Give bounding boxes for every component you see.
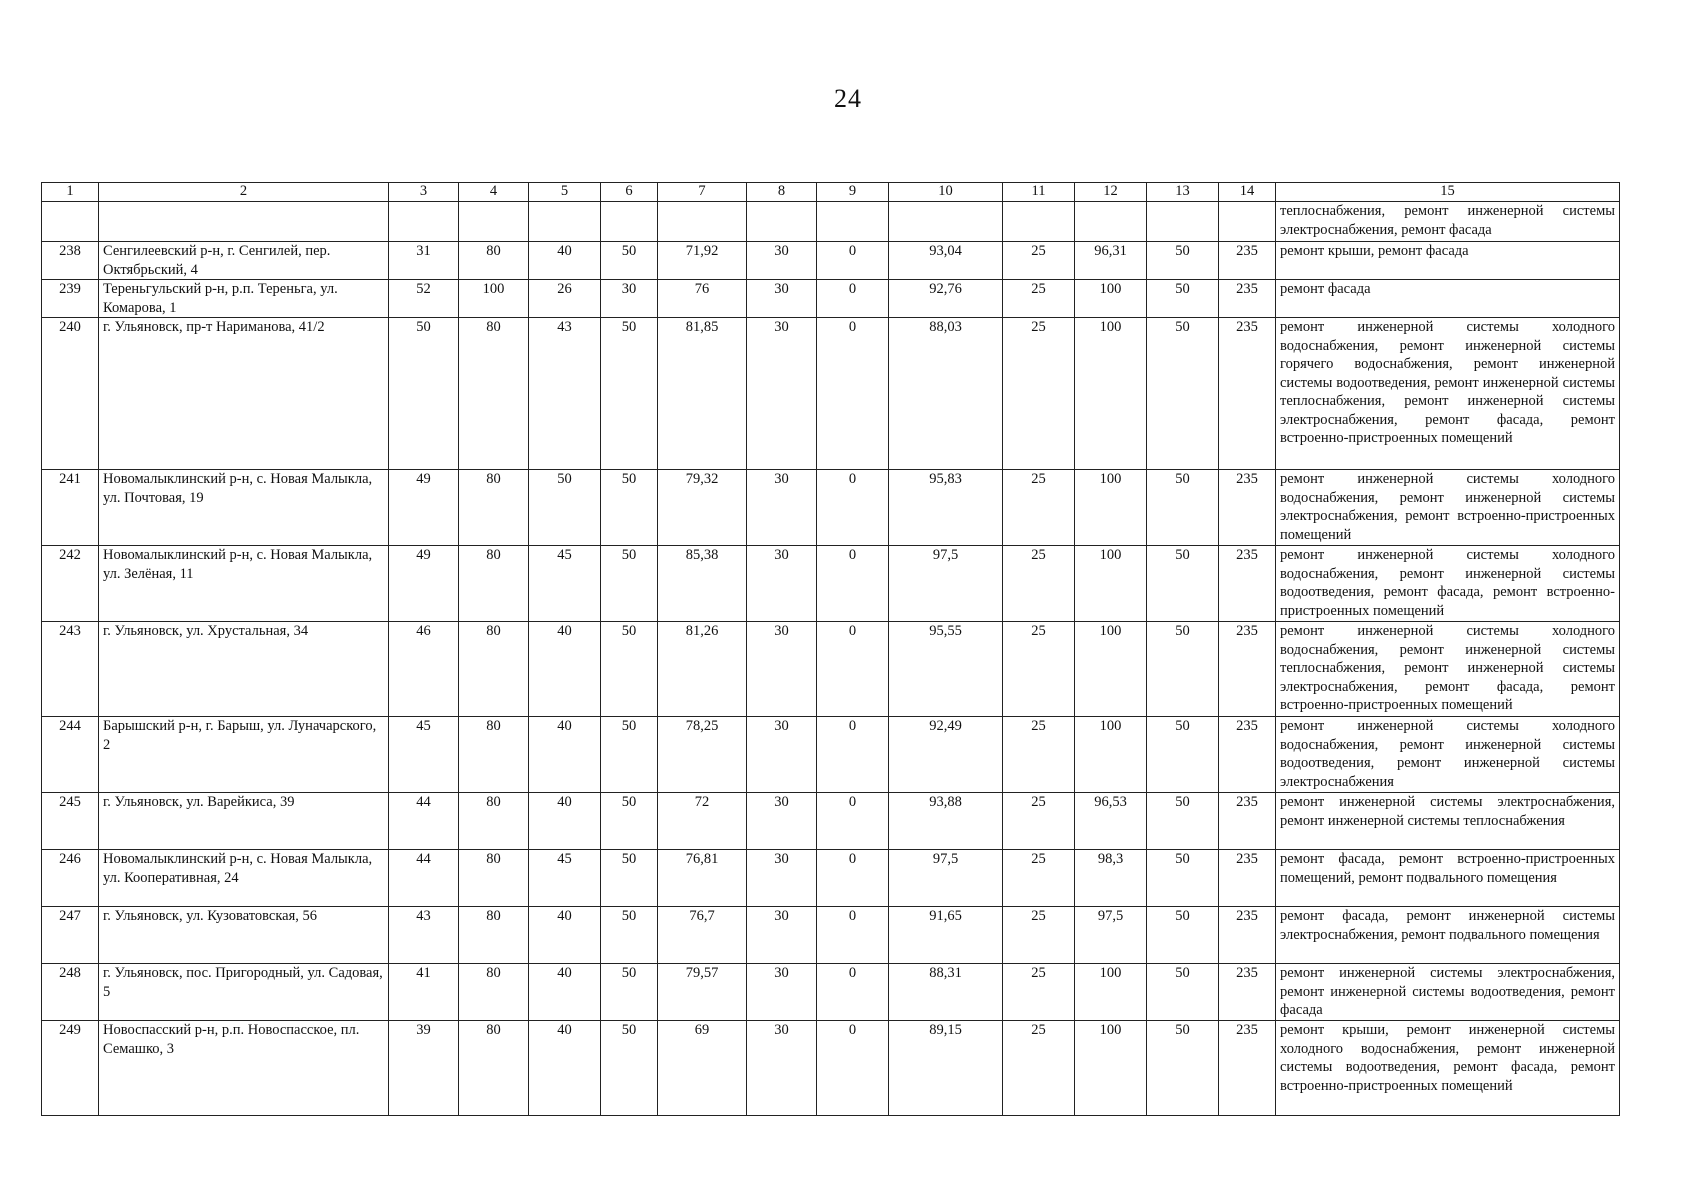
value-cell-c5: 40 [529, 622, 601, 717]
column-number: 6 [601, 183, 658, 202]
value-cell-c14: 235 [1219, 907, 1276, 964]
value-cell-c14: 235 [1219, 850, 1276, 907]
works-list-cell: ремонт фасада, ремонт инженерной системы электроснабжения, ремонт подвального помещения [1276, 907, 1620, 964]
value-cell-c6: 50 [601, 717, 658, 793]
address-cell: Новомалыклинский р-н, с. Новая Малыкла, ул. Зелёная, 11 [99, 546, 389, 622]
row-number-cell: 240 [42, 318, 99, 470]
value-cell-c6: 50 [601, 242, 658, 280]
value-cell-c3: 45 [389, 717, 459, 793]
value-cell-c5: 40 [529, 1021, 601, 1116]
table-row [42, 793, 1620, 850]
value-cell-c4: 80 [459, 964, 529, 1021]
value-cell-c13: 50 [1147, 850, 1219, 907]
continuation-row [42, 202, 1620, 242]
value-cell-c9: 0 [817, 546, 889, 622]
value-cell-c11: 25 [1003, 622, 1075, 717]
address-cell: Новомалыклинский р-н, с. Новая Малыкла, ул. Кооперативная, 24 [99, 850, 389, 907]
value-cell-c11: 25 [1003, 850, 1075, 907]
value-cell-c13: 50 [1147, 793, 1219, 850]
value-cell-c13: 50 [1147, 907, 1219, 964]
table-row [42, 280, 1620, 318]
value-cell-c9: 0 [817, 793, 889, 850]
value-cell-c10: 92,49 [889, 717, 1003, 793]
value-cell-c10: 88,31 [889, 964, 1003, 1021]
value-cell-c4: 80 [459, 793, 529, 850]
value-cell-c11: 25 [1003, 964, 1075, 1021]
value-cell-c6: 50 [601, 546, 658, 622]
value-cell-c4: 80 [459, 242, 529, 280]
value-cell-c8: 30 [747, 242, 817, 280]
value-cell-c4: 80 [459, 717, 529, 793]
value-cell-c12: 96,53 [1075, 793, 1147, 850]
column-number: 4 [459, 183, 529, 202]
value-cell-c10: 97,5 [889, 546, 1003, 622]
value-cell-c11: 25 [1003, 717, 1075, 793]
value-cell-c7: 69 [658, 1021, 747, 1116]
value-cell-c10: 95,55 [889, 622, 1003, 717]
value-cell-c8: 30 [747, 964, 817, 1021]
table-row [42, 964, 1620, 1021]
value-cell-c7: 76 [658, 280, 747, 318]
value-cell-c14: 235 [1219, 622, 1276, 717]
value-cell-c7: 79,32 [658, 470, 747, 546]
value-cell-c14: 235 [1219, 546, 1276, 622]
address-cell: Тереньгульский р-н, р.п. Тереньга, ул. Комарова, 1 [99, 280, 389, 318]
works-list-cell: ремонт инженерной системы холодного водоснабжения, ремонт инженерной системы электроснабжения, ремонт встроенно-пристроенных помещений [1276, 470, 1620, 546]
works-list-cell: ремонт инженерной системы электроснабжения, ремонт инженерной системы теплоснабжения [1276, 793, 1620, 850]
value-cell-c8: 30 [747, 850, 817, 907]
value-cell-c7: 79,57 [658, 964, 747, 1021]
column-number: 11 [1003, 183, 1075, 202]
value-cell-c9: 0 [817, 318, 889, 470]
value-cell-c9: 0 [817, 850, 889, 907]
table-row [42, 717, 1620, 793]
row-number-cell: 249 [42, 1021, 99, 1116]
value-cell-c13: 50 [1147, 622, 1219, 717]
value-cell-c6: 50 [601, 622, 658, 717]
page-number: 24 [834, 84, 862, 113]
value-cell-c14: 235 [1219, 793, 1276, 850]
value-cell-c8: 30 [747, 622, 817, 717]
value-cell-c10: 97,5 [889, 850, 1003, 907]
value-cell-c3: 50 [389, 318, 459, 470]
value-cell-c13: 50 [1147, 470, 1219, 546]
value-cell-c12: 100 [1075, 546, 1147, 622]
works-list-cell: ремонт крыши, ремонт инженерной системы холодного водоснабжения, ремонт инженерной системы водоотведения, ремонт фасада, ремонт встроенно-пристроенных помещений [1276, 1021, 1620, 1116]
value-cell-c4: 80 [459, 622, 529, 717]
address-cell: г. Ульяновск, пос. Пригородный, ул. Садовая, 5 [99, 964, 389, 1021]
value-cell-c6: 50 [601, 793, 658, 850]
value-cell-c3: 46 [389, 622, 459, 717]
works-list-cell: ремонт фасада [1276, 280, 1620, 318]
value-cell-c14: 235 [1219, 318, 1276, 470]
value-cell-c3: 44 [389, 850, 459, 907]
value-cell-c14: 235 [1219, 964, 1276, 1021]
value-cell-c3: 49 [389, 546, 459, 622]
table-row [42, 242, 1620, 280]
value-cell-c13: 50 [1147, 318, 1219, 470]
value-cell-c14: 235 [1219, 242, 1276, 280]
value-cell-c8: 30 [747, 1021, 817, 1116]
value-cell-c5: 40 [529, 717, 601, 793]
column-number: 2 [99, 183, 389, 202]
value-cell-c11: 25 [1003, 280, 1075, 318]
value-cell-c5: 45 [529, 850, 601, 907]
column-number: 10 [889, 183, 1003, 202]
value-cell-c7: 76,81 [658, 850, 747, 907]
address-cell: г. Ульяновск, пр-т Нариманова, 41/2 [99, 318, 389, 470]
address-cell: Новоспасский р-н, р.п. Новоспасское, пл. Семашко, 3 [99, 1021, 389, 1116]
value-cell-c11: 25 [1003, 470, 1075, 546]
value-cell-c8: 30 [747, 793, 817, 850]
value-cell-c7: 81,85 [658, 318, 747, 470]
value-cell-c11: 25 [1003, 793, 1075, 850]
value-cell-c3: 52 [389, 280, 459, 318]
works-list-cell: ремонт инженерной системы холодного водоснабжения, ремонт инженерной системы теплоснабжения, ремонт инженерной системы электроснабжения, ремонт фасада, ремонт встроенно-пристроенных помещений [1276, 622, 1620, 717]
value-cell-c6: 50 [601, 850, 658, 907]
value-cell-c5: 40 [529, 964, 601, 1021]
row-number-cell: 244 [42, 717, 99, 793]
value-cell-c12: 96,31 [1075, 242, 1147, 280]
table-row [42, 470, 1620, 546]
value-cell-c8: 30 [747, 546, 817, 622]
value-cell-c12: 100 [1075, 280, 1147, 318]
address-cell: г. Ульяновск, ул. Хрустальная, 34 [99, 622, 389, 717]
value-cell-c3: 39 [389, 1021, 459, 1116]
value-cell-c5: 45 [529, 546, 601, 622]
row-number-cell: 243 [42, 622, 99, 717]
address-cell: Барышский р-н, г. Барыш, ул. Луначарского, 2 [99, 717, 389, 793]
address-cell: г. Ульяновск, ул. Варейкиса, 39 [99, 793, 389, 850]
value-cell-c12: 100 [1075, 318, 1147, 470]
value-cell-c9: 0 [817, 717, 889, 793]
value-cell-c12: 98,3 [1075, 850, 1147, 907]
value-cell-c4: 80 [459, 470, 529, 546]
value-cell-c4: 100 [459, 280, 529, 318]
value-cell-c7: 78,25 [658, 717, 747, 793]
address-cell: Новомалыклинский р-н, с. Новая Малыкла, ул. Почтовая, 19 [99, 470, 389, 546]
column-number: 5 [529, 183, 601, 202]
row-number-cell: 248 [42, 964, 99, 1021]
table-row [42, 907, 1620, 964]
value-cell-c7: 71,92 [658, 242, 747, 280]
value-cell-c11: 25 [1003, 242, 1075, 280]
value-cell-c11: 25 [1003, 1021, 1075, 1116]
works-list-cell: ремонт инженерной системы холодного водоснабжения, ремонт инженерной системы водоотведения, ремонт фасада, ремонт встроенно-пристроенных помещений [1276, 546, 1620, 622]
column-number: 8 [747, 183, 817, 202]
value-cell-c6: 50 [601, 1021, 658, 1116]
value-cell-c9: 0 [817, 622, 889, 717]
table-row [42, 546, 1620, 622]
value-cell-c7: 72 [658, 793, 747, 850]
value-cell-c9: 0 [817, 1021, 889, 1116]
value-cell-c10: 91,65 [889, 907, 1003, 964]
value-cell-c6: 50 [601, 470, 658, 546]
value-cell-c4: 80 [459, 318, 529, 470]
value-cell-c6: 50 [601, 907, 658, 964]
value-cell-c9: 0 [817, 280, 889, 318]
value-cell-c4: 80 [459, 546, 529, 622]
value-cell-c14: 235 [1219, 280, 1276, 318]
works-list-cell: ремонт инженерной системы холодного водоснабжения, ремонт инженерной системы водоотведения, ремонт инженерной системы электроснабжения [1276, 717, 1620, 793]
column-number: 14 [1219, 183, 1276, 202]
value-cell-c8: 30 [747, 470, 817, 546]
value-cell-c7: 85,38 [658, 546, 747, 622]
value-cell-c7: 81,26 [658, 622, 747, 717]
value-cell-c10: 93,04 [889, 242, 1003, 280]
works-list-cell: ремонт инженерной системы электроснабжения, ремонт инженерной системы водоотведения, ремонт фасада [1276, 964, 1620, 1021]
value-cell-c13: 50 [1147, 717, 1219, 793]
value-cell-c10: 93,88 [889, 793, 1003, 850]
table-row [42, 622, 1620, 717]
value-cell-c12: 100 [1075, 1021, 1147, 1116]
column-number: 1 [42, 183, 99, 202]
address-cell: Сенгилеевский р-н, г. Сенгилей, пер. Октябрьский, 4 [99, 242, 389, 280]
column-number: 13 [1147, 183, 1219, 202]
table-row [42, 850, 1620, 907]
column-number: 7 [658, 183, 747, 202]
value-cell-c4: 80 [459, 850, 529, 907]
table-body [42, 183, 1620, 1116]
address-cell: г. Ульяновск, ул. Кузоватовская, 56 [99, 907, 389, 964]
value-cell-c11: 25 [1003, 318, 1075, 470]
value-cell-c12: 100 [1075, 622, 1147, 717]
value-cell-c13: 50 [1147, 280, 1219, 318]
row-number-cell: 241 [42, 470, 99, 546]
value-cell-c3: 49 [389, 470, 459, 546]
value-cell-c11: 25 [1003, 546, 1075, 622]
value-cell-c3: 44 [389, 793, 459, 850]
value-cell-c5: 40 [529, 907, 601, 964]
value-cell-c8: 30 [747, 907, 817, 964]
column-number: 12 [1075, 183, 1147, 202]
repair-register-table [41, 182, 1620, 1116]
value-cell-c3: 43 [389, 907, 459, 964]
value-cell-c10: 88,03 [889, 318, 1003, 470]
table-row [42, 318, 1620, 470]
table-row [42, 1021, 1620, 1116]
value-cell-c13: 50 [1147, 1021, 1219, 1116]
value-cell-c7: 76,7 [658, 907, 747, 964]
works-list-cell: ремонт фасада, ремонт встроенно-пристроенных помещений, ремонт подвального помещения [1276, 850, 1620, 907]
value-cell-c5: 40 [529, 242, 601, 280]
row-number-cell: 238 [42, 242, 99, 280]
value-cell-c5: 50 [529, 470, 601, 546]
value-cell-c3: 41 [389, 964, 459, 1021]
value-cell-c5: 43 [529, 318, 601, 470]
value-cell-c14: 235 [1219, 470, 1276, 546]
row-number-cell: 242 [42, 546, 99, 622]
value-cell-c14: 235 [1219, 1021, 1276, 1116]
row-number-cell: 245 [42, 793, 99, 850]
value-cell-c13: 50 [1147, 242, 1219, 280]
value-cell-c9: 0 [817, 242, 889, 280]
works-list-cell: ремонт крыши, ремонт фасада [1276, 242, 1620, 280]
value-cell-c12: 100 [1075, 717, 1147, 793]
value-cell-c12: 97,5 [1075, 907, 1147, 964]
works-list-cell: теплоснабжения, ремонт инженерной системы электроснабжения, ремонт фасада [1276, 202, 1620, 242]
row-number-cell: 247 [42, 907, 99, 964]
value-cell-c4: 80 [459, 907, 529, 964]
value-cell-c5: 40 [529, 793, 601, 850]
value-cell-c12: 100 [1075, 470, 1147, 546]
value-cell-c11: 25 [1003, 907, 1075, 964]
column-number-row [42, 183, 1620, 202]
value-cell-c12: 100 [1075, 964, 1147, 1021]
value-cell-c14: 235 [1219, 717, 1276, 793]
row-number-cell: 246 [42, 850, 99, 907]
value-cell-c10: 89,15 [889, 1021, 1003, 1116]
value-cell-c9: 0 [817, 470, 889, 546]
value-cell-c10: 92,76 [889, 280, 1003, 318]
value-cell-c8: 30 [747, 717, 817, 793]
value-cell-c8: 30 [747, 318, 817, 470]
value-cell-c8: 30 [747, 280, 817, 318]
column-number: 3 [389, 183, 459, 202]
value-cell-c13: 50 [1147, 964, 1219, 1021]
column-number: 15 [1276, 183, 1620, 202]
value-cell-c6: 50 [601, 964, 658, 1021]
value-cell-c6: 30 [601, 280, 658, 318]
value-cell-c6: 50 [601, 318, 658, 470]
value-cell-c13: 50 [1147, 546, 1219, 622]
value-cell-c9: 0 [817, 964, 889, 1021]
value-cell-c5: 26 [529, 280, 601, 318]
value-cell-c3: 31 [389, 242, 459, 280]
column-number: 9 [817, 183, 889, 202]
row-number-cell: 239 [42, 280, 99, 318]
value-cell-c9: 0 [817, 907, 889, 964]
value-cell-c10: 95,83 [889, 470, 1003, 546]
value-cell-c4: 80 [459, 1021, 529, 1116]
works-list-cell: ремонт инженерной системы холодного водоснабжения, ремонт инженерной системы горячего водоснабжения, ремонт инженерной системы водоотведения, ремонт инженерной системы теплоснабжения, ремонт инженерной системы электроснабжения, ремонт фасада, ремонт встроенно-пристроенных помещений [1276, 318, 1620, 470]
